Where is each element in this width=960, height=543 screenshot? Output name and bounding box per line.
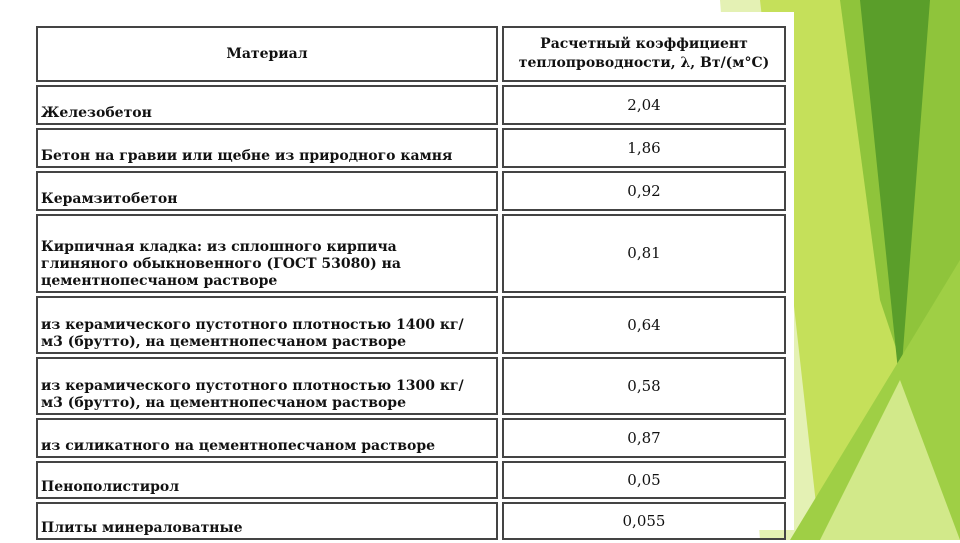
table-row — [36, 128, 786, 168]
header-conductivity: Расчетный коэффициент теплопроводности, λ, Вт/(м°С) — [502, 26, 786, 82]
header-material: Материал — [36, 26, 498, 82]
material-name: из керамического пустотного плотностью 1400 кг/ м3 (брутто), на цементнопесчаном растворе — [36, 296, 498, 354]
table-row — [36, 171, 786, 211]
conductivity-value: 0,81 — [502, 214, 786, 293]
table-row — [36, 357, 786, 415]
material-name: Плиты минераловатные — [36, 502, 498, 540]
material-name: Железобетон — [36, 85, 498, 125]
conductivity-value: 0,05 — [502, 461, 786, 499]
table-row — [36, 296, 786, 354]
table-image-sheet — [22, 12, 794, 536]
table-row — [36, 502, 786, 540]
material-name: из силикатного на цементнопесчаном растворе — [36, 418, 498, 458]
conductivity-value: 0,87 — [502, 418, 786, 458]
material-name: Керамзитобетон — [36, 171, 498, 211]
table-row — [36, 85, 786, 125]
material-name: из керамического пустотного плотностью 1300 кг/ м3 (брутто), на цементнопесчаном растворе — [36, 357, 498, 415]
conductivity-value: 0,055 — [502, 502, 786, 540]
conductivity-value: 2,04 — [502, 85, 786, 125]
conductivity-value: 0,92 — [502, 171, 786, 211]
conductivity-value: 1,86 — [502, 128, 786, 168]
material-name: Кирпичная кладка: из сплошного кирпича глиняного обыкновенного (ГОСТ 53080) на цементнопесчаном растворе — [36, 214, 498, 293]
table-row — [36, 461, 786, 499]
table-row — [36, 418, 786, 458]
table-header-row — [36, 26, 786, 82]
table-row — [36, 214, 786, 293]
conductivity-value: 0,64 — [502, 296, 786, 354]
thermal-conductivity-table — [32, 23, 790, 543]
conductivity-value: 0,58 — [502, 357, 786, 415]
material-name: Бетон на гравии или щебне из природного камня — [36, 128, 498, 168]
material-name: Пенополистирол — [36, 461, 498, 499]
